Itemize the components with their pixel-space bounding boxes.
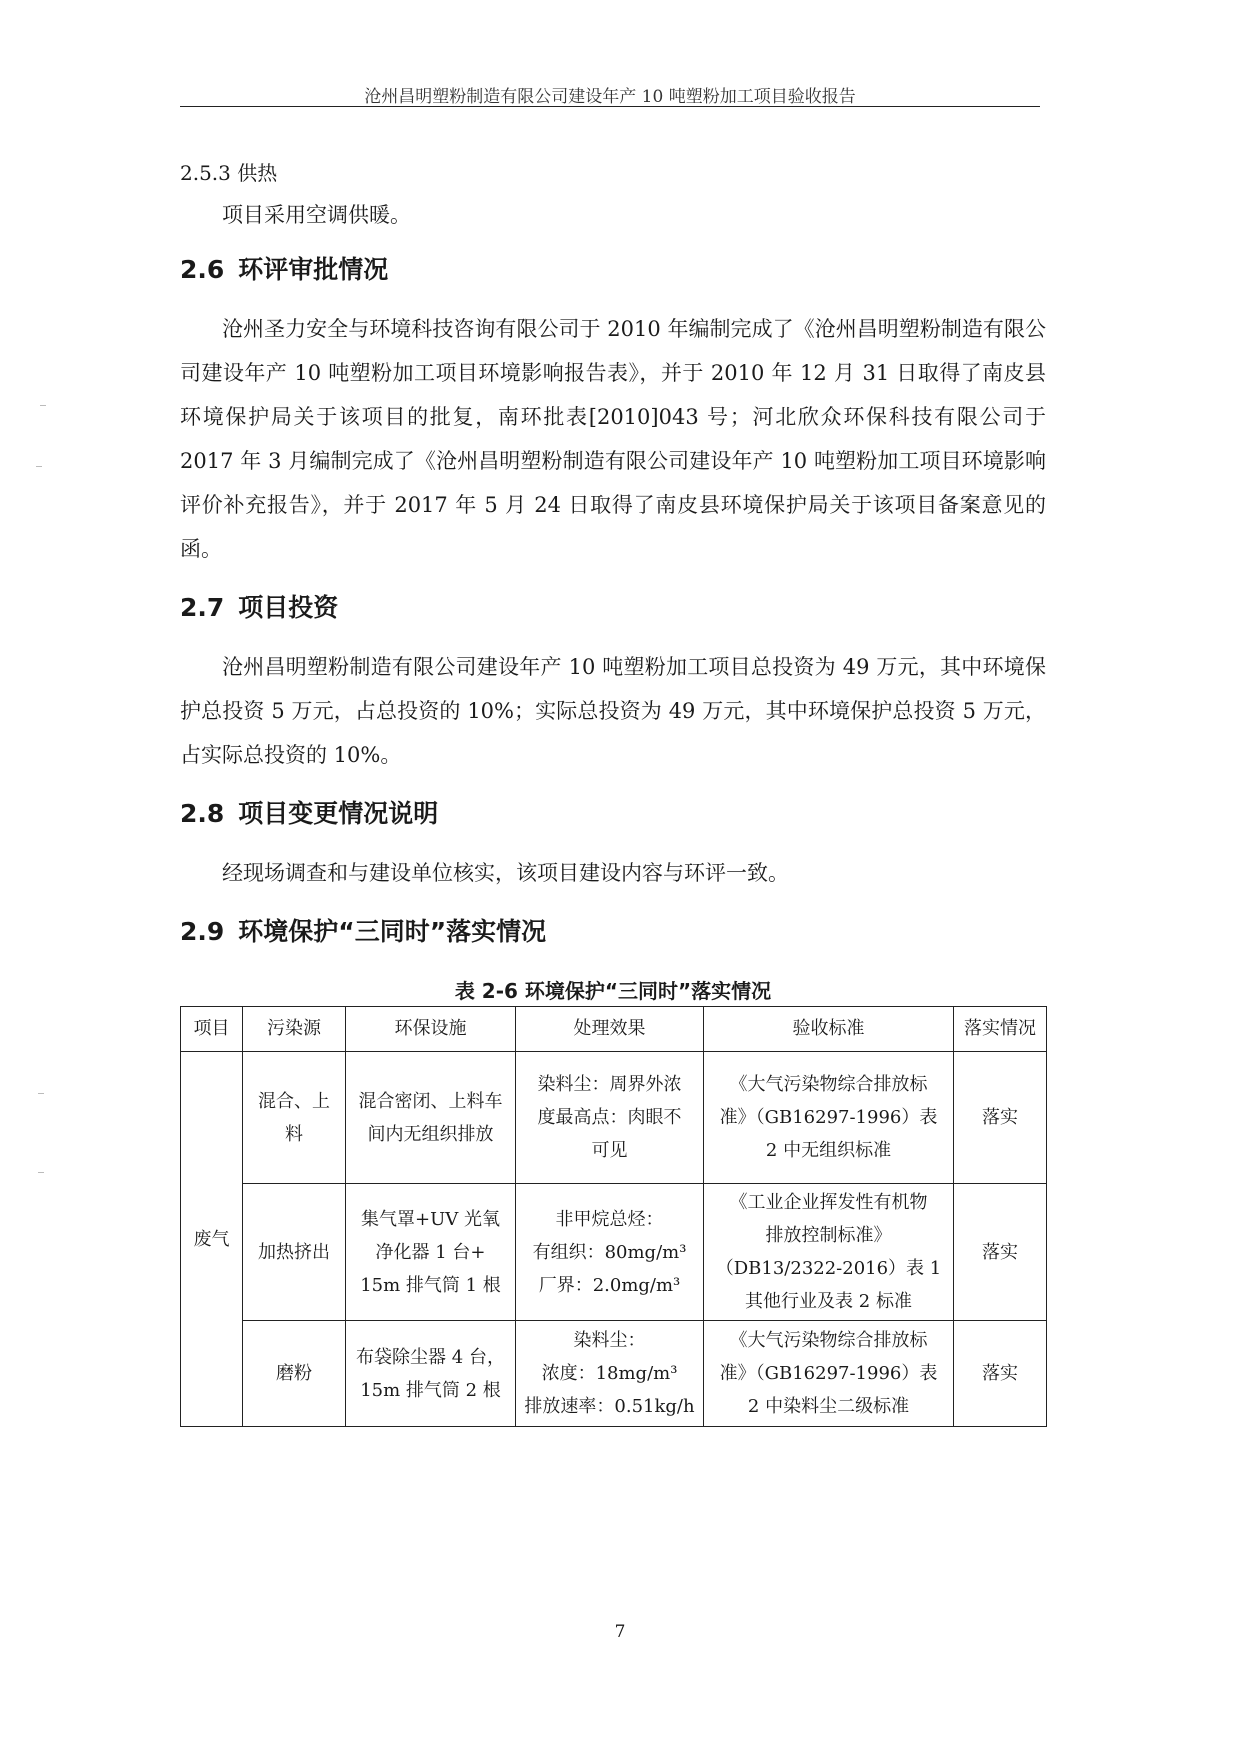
source-cell: 加热挤出	[243, 1184, 346, 1321]
standard-cell: 《工业企业挥发性有机物 排放控制标准》 （DB13/2322-2016）表 1 其他行业及表 2 标准	[704, 1184, 954, 1321]
source-cell: 磨粉	[243, 1321, 346, 1427]
paragraph-2-8: 经现场调查和与建设单位核实，该项目建设内容与环评一致。	[222, 861, 789, 885]
status-cell: 落实	[954, 1321, 1047, 1427]
scan-speck	[38, 1172, 44, 1173]
status-cell: 落实	[954, 1052, 1047, 1184]
effect-cell: 非甲烷总烃： 有组织：80mg/m³ 厂界：2.0mg/m³	[516, 1184, 704, 1321]
column-header: 污染源	[243, 1007, 346, 1052]
effect-cell: 染料尘： 浓度：18mg/m³ 排放速率：0.51kg/h	[516, 1321, 704, 1427]
section-heading: 2.6 环评审批情况	[180, 255, 389, 284]
paragraph-2-5-3: 项目采用空调供暖。	[222, 203, 411, 227]
section-2-6	[180, 253, 1046, 287]
paragraph-2-6: 沧州圣力安全与环境科技咨询有限公司于 2010 年编制完成了《沧州昌明塑粉制造有限公司建设年产 10 吨塑粉加工项目环境影响报告表》，并于 2010 年 12 月 31 日取得了南皮县环境保护局关于该项目的批复，南环批表[2010]043 号；河北欣众环保科技有限公司于 2017 年 3 月编制完成了《沧州昌明塑粉制造有限公司建设年产 10 吨塑粉加工项目环境影响评价补充报告》，并于 2017 年 5 月 24 日取得了南皮县环境保护局关于该项目备案意见的函。	[180, 317, 1046, 561]
column-header: 落实情况	[954, 1007, 1047, 1052]
table-row	[181, 1052, 1047, 1184]
table-header-row	[181, 1007, 1047, 1052]
effect-cell: 染料尘：周界外浓 度最高点：肉眼不 可见	[516, 1052, 704, 1184]
running-header: 沧州昌明塑粉制造有限公司建设年产 10 吨塑粉加工项目验收报告	[364, 87, 856, 107]
scan-speck	[40, 405, 46, 406]
section-heading: 2.8 项目变更情况说明	[180, 799, 439, 828]
scan-speck	[36, 466, 42, 467]
scan-speck	[38, 1093, 44, 1094]
column-header: 验收标准	[704, 1007, 954, 1052]
source-cell: 混合、上 料	[243, 1052, 346, 1184]
table-row	[181, 1321, 1047, 1427]
facility-cell: 布袋除尘器 4 台， 15m 排气筒 2 根	[346, 1321, 516, 1427]
column-header: 项目	[181, 1007, 243, 1052]
column-header: 环保设施	[346, 1007, 516, 1052]
page-number: 7	[614, 1622, 626, 1642]
status-cell: 落实	[954, 1184, 1047, 1321]
category-cell: 废气	[181, 1052, 243, 1427]
section-2-9	[180, 915, 1046, 949]
section-2-7	[180, 591, 1046, 625]
subsection-heading-2-5-3: 2.5.3 供热	[180, 161, 278, 185]
facility-cell: 混合密闭、上料车 间内无组织排放	[346, 1052, 516, 1184]
facility-cell: 集气罩+UV 光氧 净化器 1 台+ 15m 排气筒 1 根	[346, 1184, 516, 1321]
table-row	[181, 1184, 1047, 1321]
header-rule	[180, 106, 1040, 107]
paragraph-2-7: 沧州昌明塑粉制造有限公司建设年产 10 吨塑粉加工项目总投资为 49 万元，其中环境保护总投资 5 万元，占总投资的 10%；实际总投资为 49 万元，其中环境保护总投资 5 万元，占实际总投资的 10%。	[180, 655, 1046, 767]
standard-cell: 《大气污染物综合排放标 准》（GB16297-1996）表 2 中无组织标准	[704, 1052, 954, 1184]
standard-cell: 《大气污染物综合排放标 准》（GB16297-1996）表 2 中染料尘二级标准	[704, 1321, 954, 1427]
three-simultaneous-table	[180, 1006, 1047, 1427]
section-heading: 2.7 项目投资	[180, 593, 339, 622]
main-content	[180, 160, 1046, 1427]
column-header: 处理效果	[516, 1007, 704, 1052]
section-2-8	[180, 797, 1046, 831]
table-caption: 表 2-6 环境保护“三同时”落实情况	[454, 979, 772, 1003]
section-heading: 2.9 环境保护“三同时”落实情况	[180, 917, 547, 946]
